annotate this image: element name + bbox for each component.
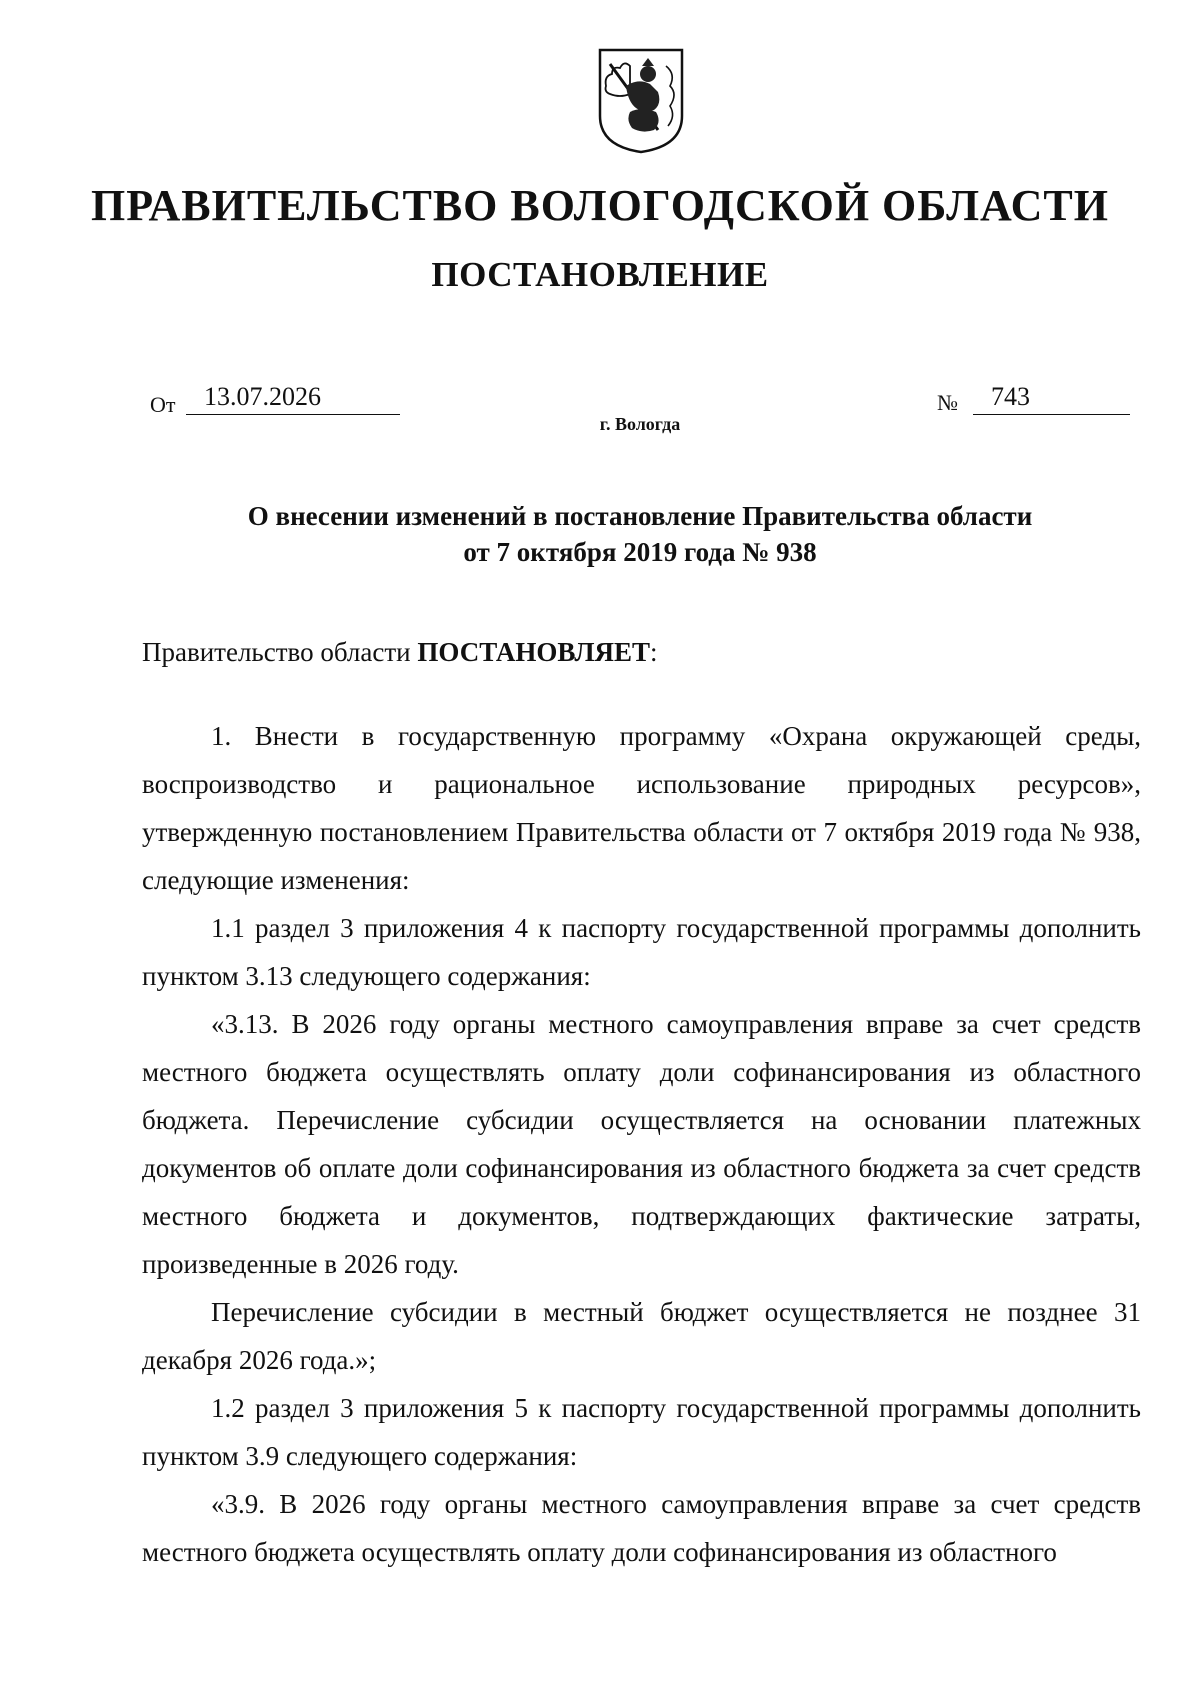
paragraph-3-9-quote: «3.9. В 2026 году органы местного самоуправления вправе за счет средств местного бюджета осуществлять оплату доли софинансирования из областного — [142, 1489, 1141, 1567]
preamble-colon: : — [649, 637, 658, 667]
document-date: 13.07.2026 — [186, 380, 400, 415]
preamble-decree-word: ПОСТАНОВЛЯЕТ — [417, 637, 650, 667]
document-type-heading: ПОСТАНОВЛЕНИЕ — [431, 255, 769, 294]
paragraph-1: 1. Внести в государственную программу «Охрана окружающей среды, воспроизводство и рациональное использование природных ресурсов», утвержденную постановлением Правительства области от 7 октября 2019 года № 938, следующие изменения: — [142, 721, 1141, 895]
paragraph-1-2: 1.2 раздел 3 приложения 5 к паспорту государственной программы дополнить пунктом 3.9 следующего содержания: — [142, 1393, 1141, 1471]
preamble — [142, 628, 1141, 676]
government-title: ПРАВИТЕЛЬСТВО ВОЛОГОДСКОЙ ОБЛАСТИ — [91, 181, 1109, 230]
document-subject — [160, 498, 1120, 570]
paragraph-1-1: 1.1 раздел 3 приложения 4 к паспорту государственной программы дополнить пунктом 3.13 следующего содержания: — [142, 913, 1141, 991]
paragraph-transfer-deadline: Перечисление субсидии в местный бюджет осуществляется не позднее 31 декабря 2026 года.»; — [142, 1297, 1141, 1375]
vologda-coat-of-arms-icon — [596, 46, 686, 156]
document-number: 743 — [973, 380, 1130, 415]
subject-line-2: от 7 октября 2019 года № 938 — [463, 537, 817, 567]
preamble-text: Правительство области — [142, 637, 418, 667]
city-label: г. Вологда — [599, 414, 681, 434]
paragraph-3-13-quote: «3.13. В 2026 году органы местного самоуправления вправе за счет средств местного бюджета осуществлять оплату доли софинансирования из областного бюджета. Перечисление субсидии осуществляется на основании платежных документов об оплате доли софинансирования из областного бюджета за счет средств местного бюджета и документов, подтверждающих фактические затраты, произведенные в 2026 году. — [142, 1009, 1141, 1279]
document-body — [142, 712, 1141, 1576]
date-label: От — [150, 392, 176, 417]
number-label: № — [937, 390, 958, 415]
subject-line-1: О внесении изменений в постановление Правительства области — [247, 501, 1033, 531]
